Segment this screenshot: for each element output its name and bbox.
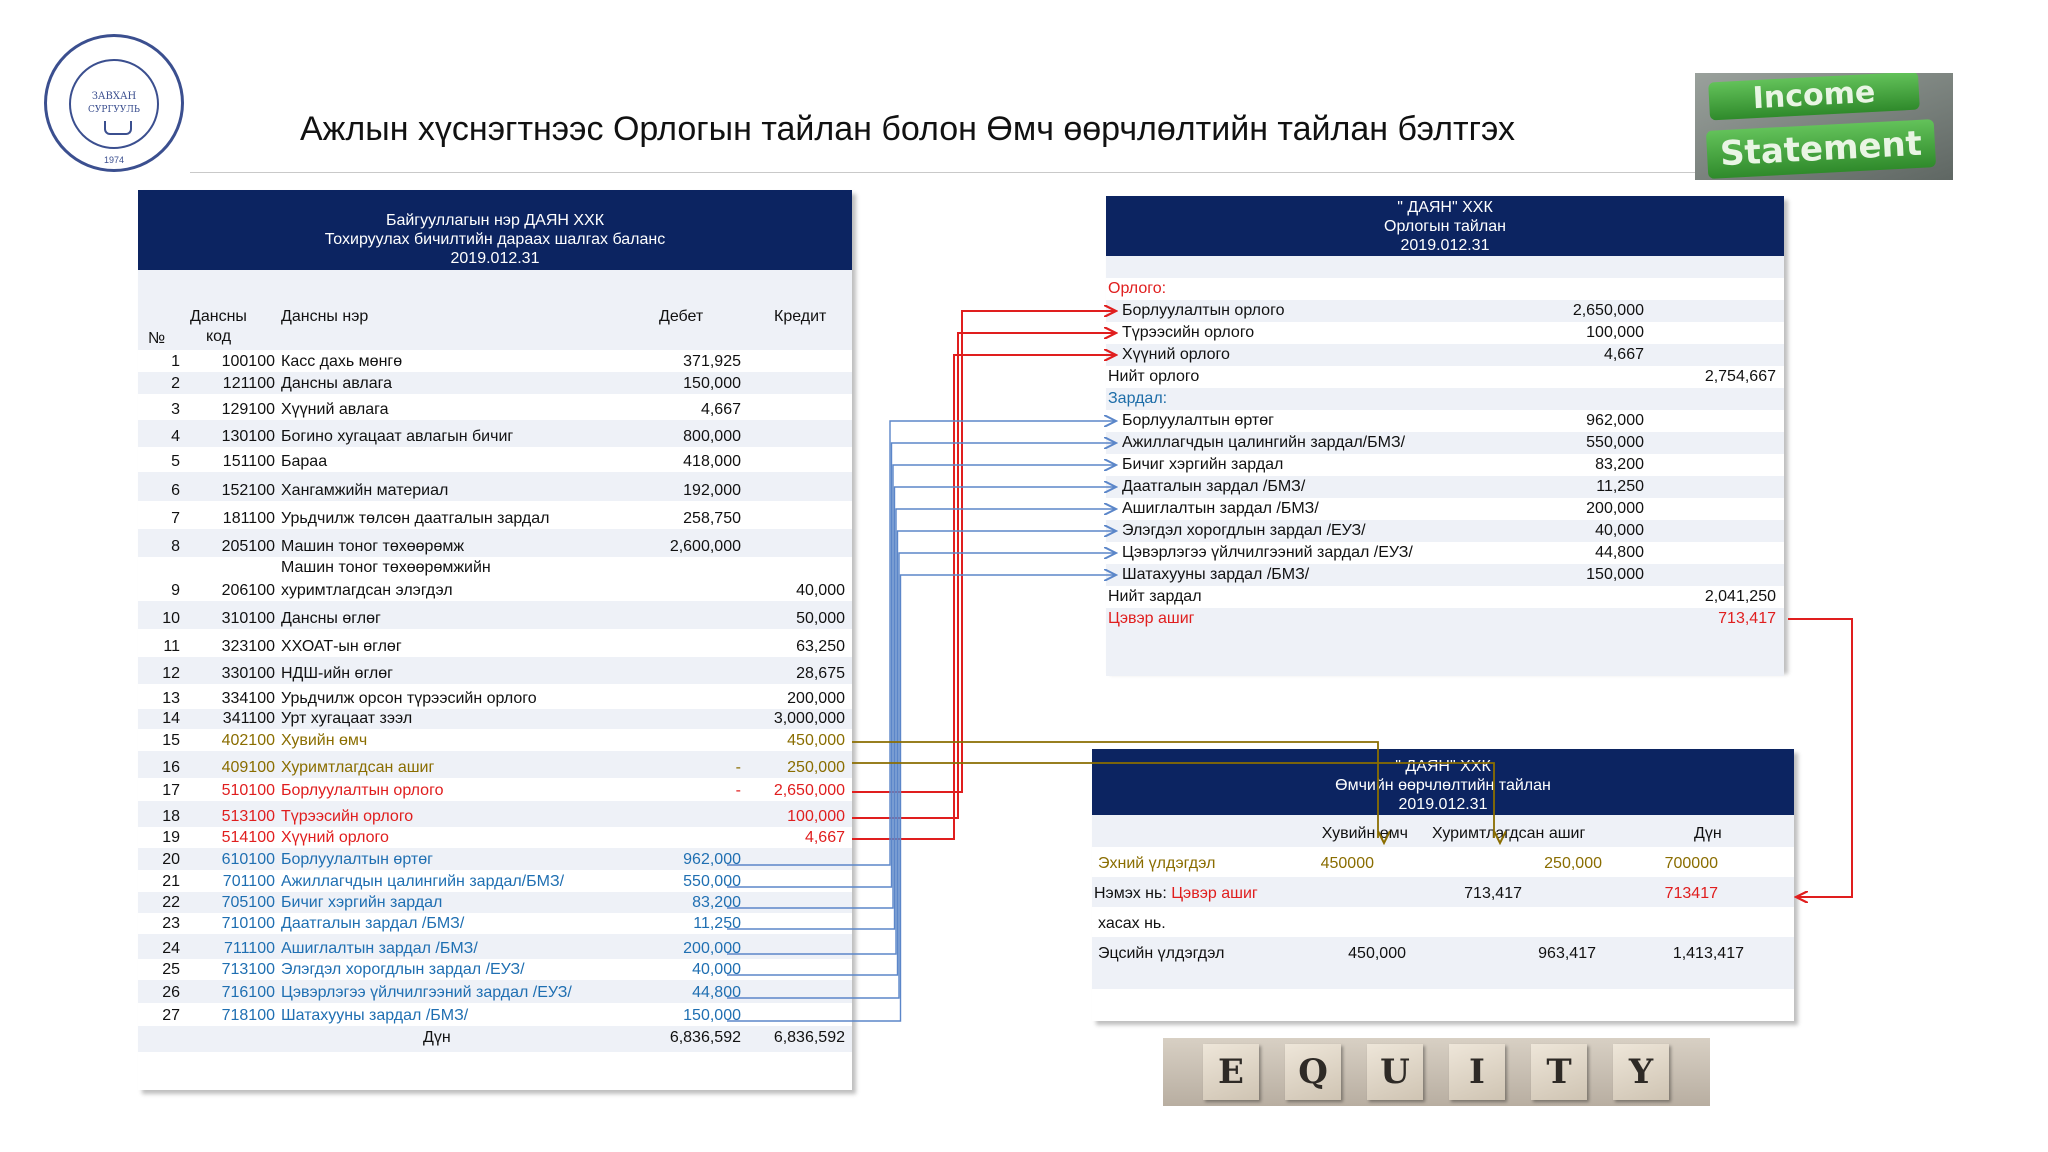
total-credit: 6,836,592 (773, 1029, 845, 1046)
amount: 83,200 (1595, 456, 1644, 473)
row-number: 21 (162, 873, 180, 890)
account-code: 718100 (221, 1007, 275, 1024)
account-name: ХХОАТ-ын өглөг (281, 638, 402, 655)
retained-add: 713,417 (1464, 885, 1522, 902)
owner-capital-value: 450000 (1320, 855, 1374, 872)
credit-value: 28,675 (796, 665, 845, 682)
total-amount: 713,417 (1718, 610, 1776, 627)
debit-value: 2,600,000 (669, 538, 741, 555)
retained-earnings-value: 963,417 (1538, 945, 1596, 962)
debit-value: 4,667 (700, 401, 741, 418)
amount: 100,000 (1586, 324, 1644, 341)
account-name: Дансны өглөг (281, 610, 381, 627)
credit-value: 2,650,000 (773, 782, 845, 799)
account-name: Машин тоног төхөөрөмж (281, 538, 465, 555)
debit-value: 200,000 (683, 940, 741, 957)
row-number: 25 (162, 961, 180, 978)
col-no-header: № (148, 330, 166, 347)
account-name: Борлуулалтын орлого (281, 782, 444, 799)
row-number: 10 (162, 610, 180, 627)
account-name: Касс дахь мөнгө (281, 353, 403, 370)
row-number: 5 (171, 453, 180, 470)
account-code: 710100 (221, 915, 275, 932)
logo-year: 1974 (103, 155, 125, 165)
account-name: Бичиг хэргийн зардал (281, 894, 443, 911)
logo-text-1: ЗАВХАН (91, 91, 137, 102)
account-name: Цэвэрлэгээ үйлчилгээний зардал /ЕУЗ/ (281, 984, 572, 1001)
account-name: Урьдчилж төлсөн даатгалын зардал (281, 510, 550, 527)
amount: 150,000 (1586, 566, 1644, 583)
company-name: Байгууллагын нэр ДАЯН ХХК (385, 212, 605, 229)
row-number: 12 (162, 665, 180, 682)
row-number: 11 (163, 638, 180, 655)
expense-item: Цэвэрлэгээ үйлчилгээний зардал /ЕУЗ/ (1122, 544, 1413, 561)
owner-capital-flow-arrow (852, 742, 1378, 838)
row-number: 2 (171, 375, 180, 392)
debit-value: 550,000 (683, 873, 741, 890)
amount: 962,000 (1586, 412, 1644, 429)
row-number: 7 (171, 510, 180, 527)
statement-key: Statement (1706, 119, 1936, 179)
debit-value: - (735, 782, 741, 799)
row-number: 23 (162, 915, 180, 932)
credit-value: 4,667 (804, 829, 845, 846)
account-code: 121100 (222, 375, 275, 392)
report-date: 2019.012.31 (450, 250, 540, 267)
debit-value: 11,250 (693, 915, 741, 932)
account-code: 152100 (221, 482, 275, 499)
account-code: 334100 (221, 690, 275, 707)
total-expense: Нийт зардал (1108, 588, 1202, 605)
is-title: Орлогын тайлан (1384, 218, 1506, 235)
report-name: Тохируулах бичилтийн дараах шалгах баланс (324, 231, 666, 248)
col-name-header: Дансны нэр (281, 308, 369, 325)
slide-title: Ажлын хүснэгтнээс Орлогын тайлан болон Өмч өөрчлөлтийн тайлан бэлтгэх (300, 110, 1515, 148)
revenue-item: Түрээсийн орлого (1122, 324, 1255, 341)
account-name: Урьдчилж орсон түрээсийн орлого (281, 690, 537, 707)
col-code-header-1: Дансны (190, 308, 247, 325)
income-key: Income (1708, 73, 1920, 120)
revenue-item: Борлуулалтын орлого (1122, 302, 1285, 319)
row-number: 16 (162, 759, 180, 776)
expense-item: Элэгдэл хорогдлын зардал /ЕУЗ/ (1122, 522, 1366, 539)
account-code: 206100 (221, 582, 275, 599)
row-number: 8 (171, 538, 180, 555)
expense-item: Бичиг хэргийн зардал (1122, 456, 1284, 473)
expense-item: Шатахууны зардал /БМЗ/ (1122, 566, 1310, 583)
is-company: " ДАЯН" ХХК (1397, 199, 1493, 216)
debit-value: - (735, 759, 741, 776)
equity-row-label: Эцсийн үлдэгдэл (1098, 945, 1225, 962)
col-total: Дүн (1694, 825, 1722, 842)
account-code: 409100 (221, 759, 275, 776)
total-value: 1,413,417 (1672, 945, 1744, 962)
expense-item: Ажиллагчдын цалингийн зардал/БМЗ/ (1122, 434, 1406, 451)
equity-letter-block: Q (1285, 1044, 1341, 1100)
debit-value: 40,000 (692, 961, 741, 978)
amount: 11,250 (1596, 478, 1644, 495)
amount: 4,667 (1603, 346, 1644, 363)
row-number: 17 (162, 782, 180, 799)
equity-row-label: Эхний үлдэгдэл (1098, 855, 1216, 872)
debit-value: 83,200 (692, 894, 741, 911)
expense-section-label: Зардал: (1108, 390, 1168, 407)
debit-value: 258,750 (683, 510, 741, 527)
account-code: 323100 (221, 638, 275, 655)
debit-value: 150,000 (683, 1007, 741, 1024)
debit-value: 371,925 (683, 353, 741, 370)
row-number: 9 (171, 582, 180, 599)
es-company: " ДАЯН" ХХК (1395, 758, 1491, 775)
credit-value: 3,000,000 (773, 710, 845, 727)
account-code: 713100 (221, 961, 275, 978)
credit-value: 63,250 (796, 638, 845, 655)
credit-value: 50,000 (796, 610, 845, 627)
account-name: Борлуулалтын өртөг (281, 851, 433, 868)
is-date: 2019.012.31 (1400, 237, 1490, 254)
account-name: Хувийн өмч (281, 732, 368, 749)
account-name: Дансны авлага (281, 375, 392, 392)
account-code: 341100 (222, 710, 275, 727)
account-code: 701100 (222, 873, 275, 890)
account-name: Даатгалын зардал /БМЗ/ (281, 915, 465, 932)
row-number: 20 (162, 851, 180, 868)
col-retained-earnings: Хуримтлагдсан ашиг (1432, 825, 1586, 842)
account-code: 513100 (221, 808, 275, 825)
account-code: 330100 (221, 665, 275, 682)
credit-value: 40,000 (796, 582, 845, 599)
account-name: Машин тоног төхөөрөмжийн (281, 559, 491, 576)
account-code: 129100 (221, 401, 275, 418)
account-code: 514100 (221, 829, 275, 846)
account-name: Бараа (281, 453, 328, 470)
account-name: Түрээсийн орлого (281, 808, 414, 825)
es-date: 2019.012.31 (1398, 796, 1488, 813)
total-add: 713417 (1664, 885, 1718, 902)
row-number: 4 (171, 428, 180, 445)
account-name: Шатахууны зардал /БМЗ/ (281, 1007, 469, 1024)
amount: 200,000 (1586, 500, 1644, 517)
credit-value: 450,000 (787, 732, 845, 749)
retained-earnings-value: 250,000 (1544, 855, 1602, 872)
net-income-label: Цэвэр ашиг (1171, 885, 1258, 902)
equity-letter-block: E (1203, 1044, 1259, 1100)
amount: 2,650,000 (1572, 302, 1644, 319)
total-amount: 2,754,667 (1704, 368, 1776, 385)
credit-value: 100,000 (787, 808, 845, 825)
row-number: 19 (162, 829, 180, 846)
account-name: Хүүний орлого (281, 829, 389, 846)
add-prefix: Нэмэх нь: (1094, 885, 1172, 902)
expense-item: Ашиглалтын зардал /БМЗ/ (1122, 500, 1319, 517)
account-code: 610100 (221, 851, 275, 868)
equity-letter-block: T (1531, 1044, 1587, 1100)
net-income-flow-arrow (1788, 619, 1852, 897)
account-name-2: хуримтлагдсан элэгдэл (281, 582, 453, 599)
expense-item: Борлуулалтын өртөг (1122, 412, 1274, 429)
net-income: Цэвэр ашиг (1108, 610, 1195, 627)
account-name: НДШ-ийн өглөг (281, 665, 393, 682)
debit-value: 962,000 (683, 851, 741, 868)
account-code: 100100 (221, 353, 275, 370)
account-code: 310100 (221, 610, 275, 627)
amount: 44,800 (1595, 544, 1644, 561)
row-number: 27 (162, 1007, 180, 1024)
col-credit-header: Кредит (774, 308, 827, 325)
total-label: Дүн (423, 1029, 451, 1046)
amount: 550,000 (1586, 434, 1644, 451)
row-number: 18 (162, 808, 180, 825)
account-code: 402100 (221, 732, 275, 749)
debit-value: 800,000 (683, 428, 741, 445)
account-name: Хангамжийн материал (281, 482, 449, 499)
expense-flow-arrow (727, 553, 1116, 998)
equity-row-label: хасах нь. (1098, 915, 1166, 932)
debit-value: 418,000 (683, 453, 741, 470)
account-name: Элэгдэл хорогдлын зардал /ЕУЗ/ (281, 961, 525, 978)
row-number: 3 (171, 401, 180, 418)
total-revenue: Нийт орлого (1108, 368, 1200, 385)
retained-earnings-flow-arrow (852, 763, 1494, 838)
revenue-section-label: Орлого: (1108, 280, 1167, 297)
expense-item: Даатгалын зардал /БМЗ/ (1122, 478, 1306, 495)
total-amount: 2,041,250 (1704, 588, 1776, 605)
equity-letter-block: Y (1613, 1044, 1669, 1100)
total-debit: 6,836,592 (669, 1029, 741, 1046)
total-value: 700000 (1664, 855, 1718, 872)
account-name: Ашиглалтын зардал /БМЗ/ (281, 940, 478, 957)
owner-capital-value: 450,000 (1348, 945, 1406, 962)
equity-letter-block: I (1449, 1044, 1505, 1100)
row-number: 15 (162, 732, 180, 749)
amount: 40,000 (1595, 522, 1644, 539)
equity-letter-block: U (1367, 1044, 1423, 1100)
account-code: 130100 (221, 428, 275, 445)
account-name: Богино хугацаат авлагын бичиг (281, 428, 514, 445)
logo-text-2: СУРГУУЛЬ (88, 105, 140, 115)
col-owner-capital: Хувийн өмч (1321, 825, 1408, 842)
col-debit-header: Дебет (659, 308, 704, 325)
account-name: Хуримтлагдсан ашиг (281, 759, 435, 776)
account-code: 510100 (221, 782, 275, 799)
debit-value: 150,000 (683, 375, 741, 392)
account-code: 711100 (223, 940, 275, 957)
account-code: 151100 (222, 453, 275, 470)
credit-value: 200,000 (787, 690, 845, 707)
account-name: Хүүний авлага (281, 401, 389, 418)
credit-value: 250,000 (787, 759, 845, 776)
account-code: 705100 (221, 894, 275, 911)
row-number: 14 (162, 710, 180, 727)
row-number: 24 (162, 940, 180, 957)
row-number: 26 (162, 984, 180, 1001)
row-number: 6 (171, 482, 180, 499)
account-code: 181100 (222, 510, 275, 527)
col-code-header-2: код (206, 328, 232, 345)
account-code: 716100 (221, 984, 275, 1001)
account-name: Урт хугацаат зээл (281, 710, 413, 727)
debit-value: 192,000 (683, 482, 741, 499)
row-number: 13 (162, 690, 180, 707)
account-name: Ажиллагчдын цалингийн зардал/БМЗ/ (281, 873, 565, 890)
revenue-item: Хүүний орлого (1122, 346, 1230, 363)
es-title: Өмчийн өөрчлөлтийн тайлан (1335, 777, 1551, 794)
row-number: 1 (171, 353, 180, 370)
account-code: 205100 (221, 538, 275, 555)
debit-value: 44,800 (692, 984, 741, 1001)
row-number: 22 (162, 894, 180, 911)
